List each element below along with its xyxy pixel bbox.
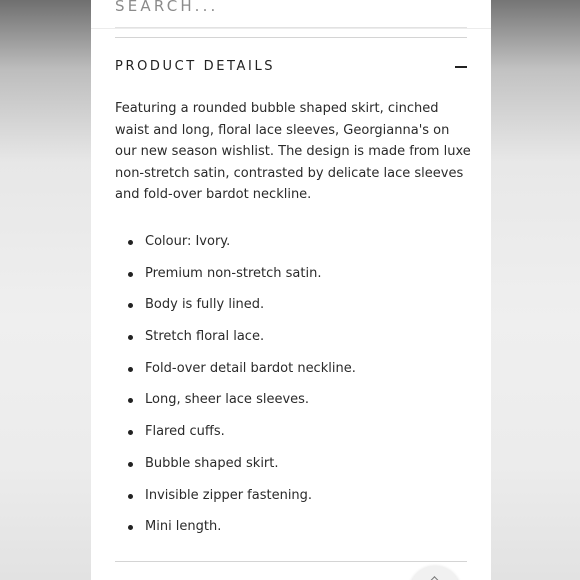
feature-item bbox=[115, 260, 471, 292]
bullet-dot-icon bbox=[128, 367, 133, 372]
bullet-dot-icon bbox=[128, 335, 133, 340]
feature-text: Mini length. bbox=[145, 519, 222, 535]
bullet-dot-icon bbox=[128, 272, 133, 277]
feature-item bbox=[115, 386, 471, 418]
product-description: Featuring a rounded bubble shaped skirt, cinched waist and long, floral lace sleeves, Georgianna's on our new season wishlist. The design is made from luxe non-stretch satin, contrasted by delicate lace sleeves and fold-over bardot neckline. bbox=[115, 101, 471, 202]
product-details-title: PRODUCT DETAILS bbox=[115, 59, 276, 74]
scroll-to-top-button[interactable] bbox=[409, 566, 461, 580]
chevron-up-icon bbox=[428, 576, 441, 580]
feature-text: Invisible zipper fastening. bbox=[145, 487, 313, 503]
bullet-dot-icon bbox=[128, 430, 133, 435]
product-details-header[interactable] bbox=[115, 58, 467, 78]
search-divider bbox=[91, 28, 491, 29]
feature-item bbox=[115, 482, 471, 514]
section-divider-top bbox=[115, 37, 467, 38]
bullet-dot-icon bbox=[128, 303, 133, 308]
feature-item bbox=[115, 323, 471, 355]
feature-text: Fold-over detail bardot neckline. bbox=[145, 360, 356, 376]
bullet-dot-icon bbox=[128, 398, 133, 403]
feature-item bbox=[115, 513, 471, 545]
bullet-dot-icon bbox=[128, 240, 133, 245]
background-left bbox=[0, 0, 91, 580]
product-features-list bbox=[115, 228, 471, 545]
feature-text: Stretch floral lace. bbox=[145, 329, 265, 345]
feature-item bbox=[115, 291, 471, 323]
feature-item bbox=[115, 355, 471, 387]
search-input[interactable]: SEARCH... bbox=[115, 0, 467, 28]
feature-text: Bubble shaped skirt. bbox=[145, 455, 279, 471]
feature-item bbox=[115, 450, 471, 482]
bullet-dot-icon bbox=[128, 525, 133, 530]
feature-item bbox=[115, 418, 471, 450]
product-panel bbox=[91, 0, 491, 580]
section-divider-bottom bbox=[115, 561, 467, 562]
feature-text: Body is fully lined. bbox=[145, 297, 265, 313]
background-right bbox=[491, 0, 580, 580]
feature-text: Long, sheer lace sleeves. bbox=[145, 392, 310, 408]
bullet-dot-icon bbox=[128, 494, 133, 499]
feature-text: Flared cuffs. bbox=[145, 424, 225, 440]
collapse-toggle-button[interactable] bbox=[447, 58, 467, 76]
feature-item bbox=[115, 228, 471, 260]
bullet-dot-icon bbox=[128, 462, 133, 467]
minus-icon bbox=[455, 66, 467, 68]
feature-text: Colour: Ivory. bbox=[145, 234, 231, 249]
feature-text: Premium non-stretch satin. bbox=[145, 265, 322, 281]
